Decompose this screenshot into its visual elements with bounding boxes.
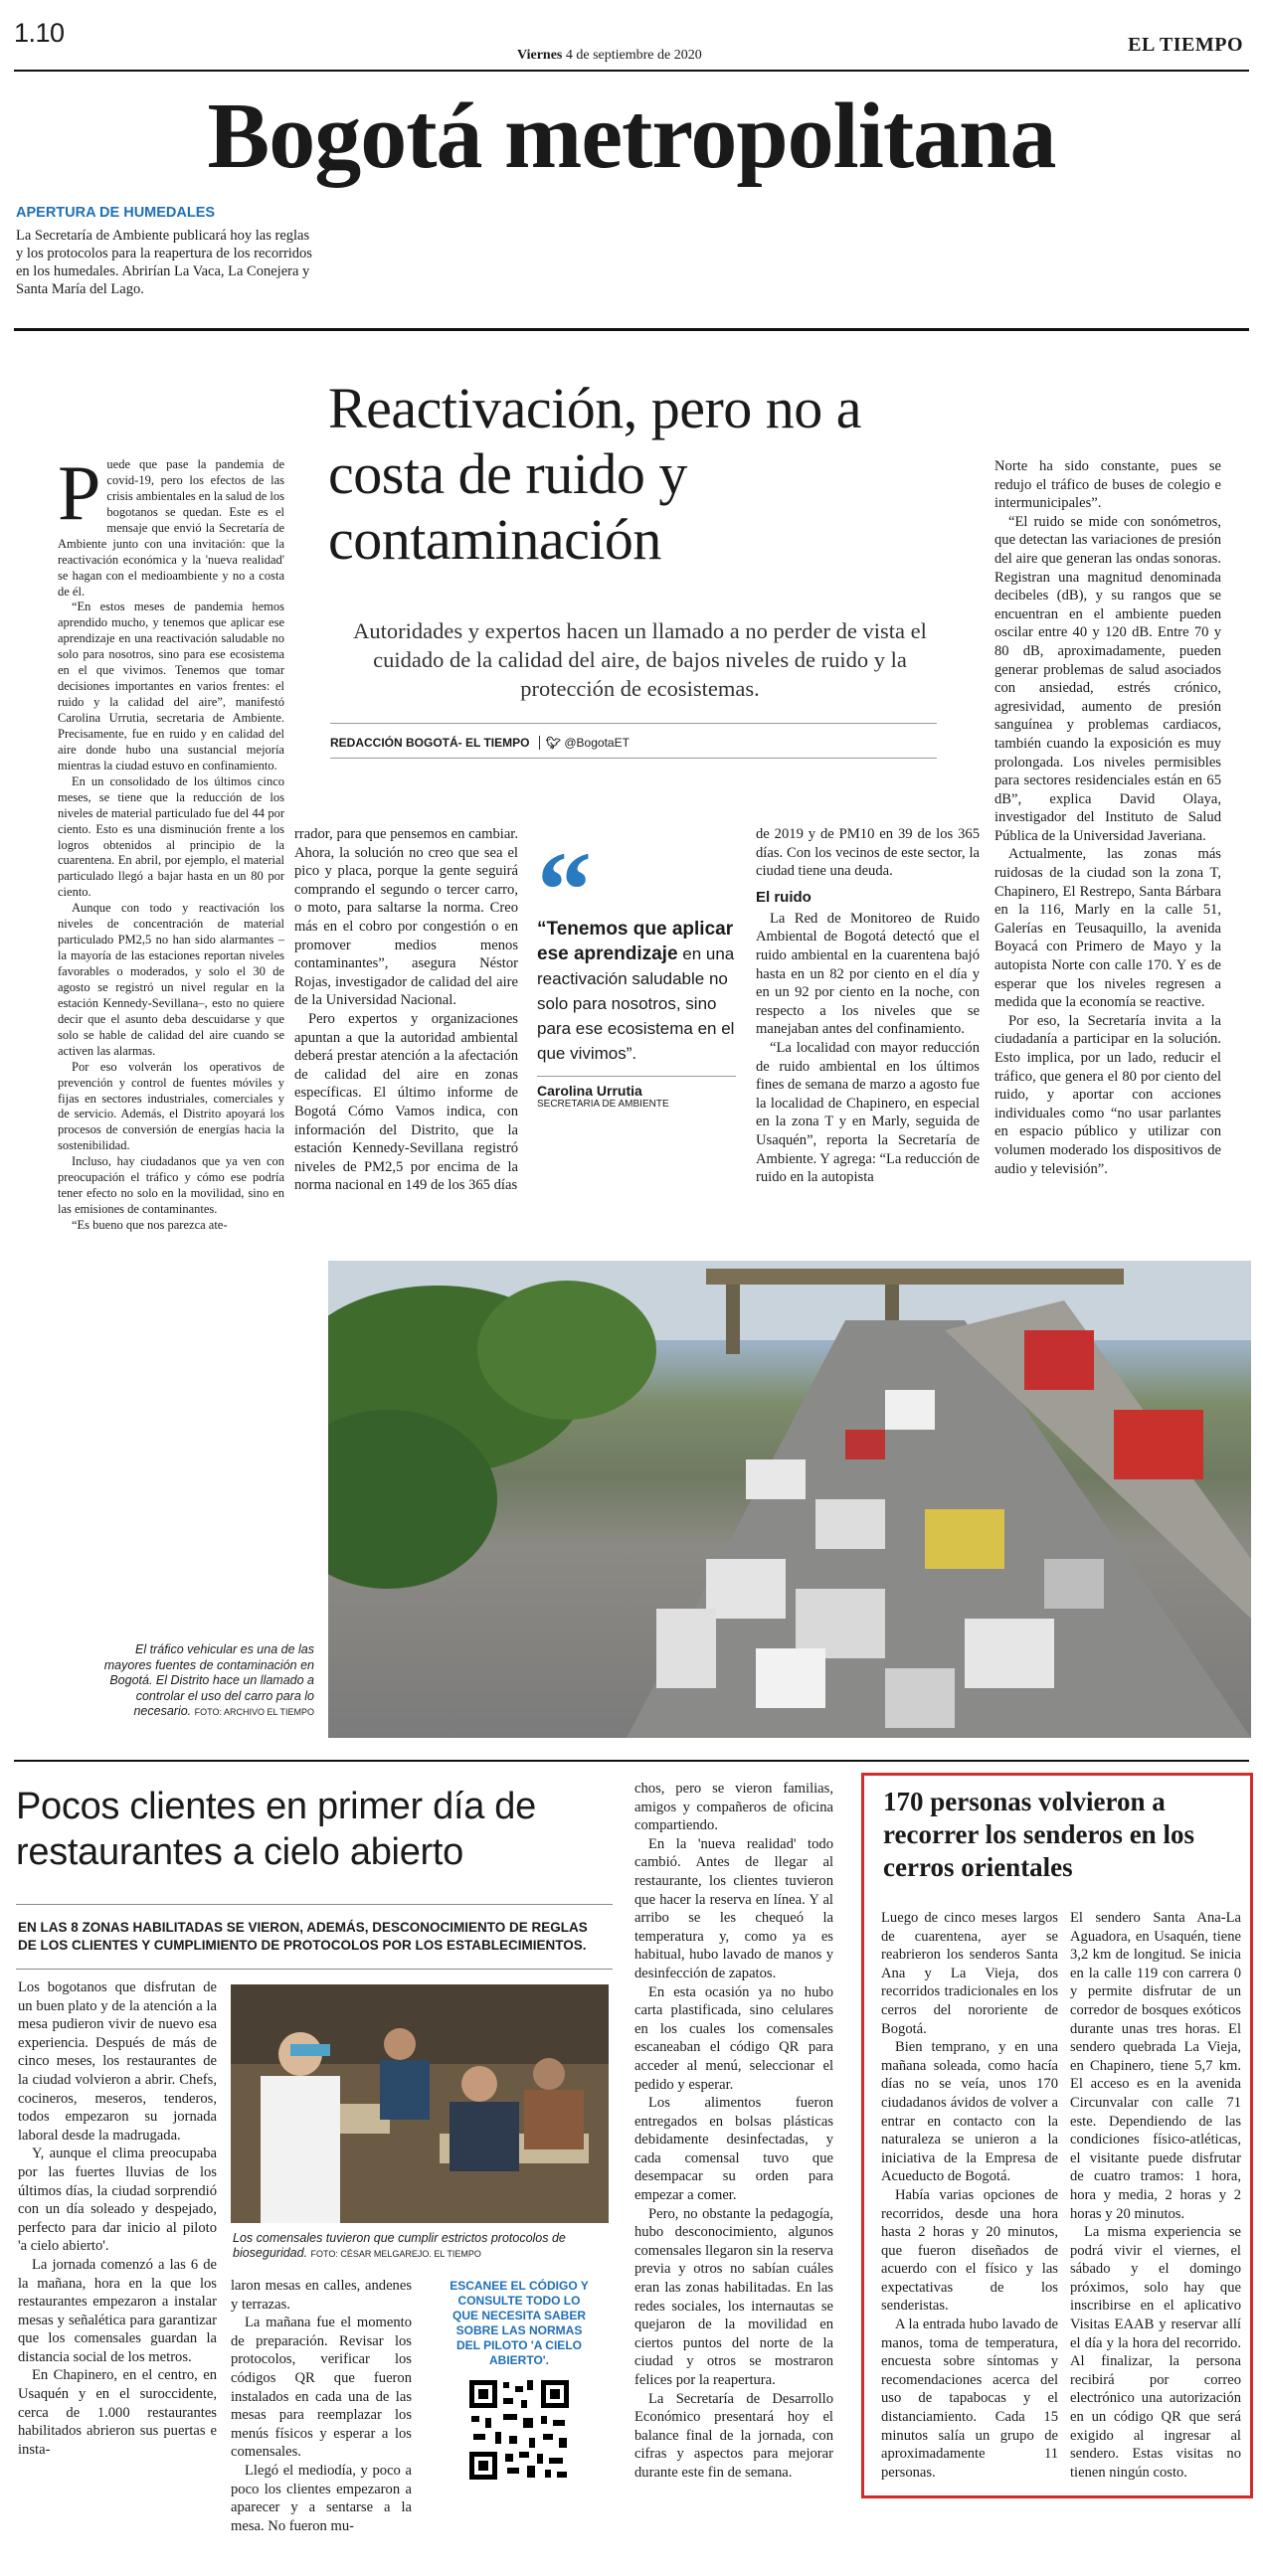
traffic-caption-text: El tráfico vehicular es una de las mayores fuentes de contaminación en Bogotá. El Distrito hace un llamado a controlar el uso del carro para lo necesario. [103,1642,314,1718]
main-col1-p5: Por eso volverán los operativos de prevención y control de fuentes móviles y fijas en sectores industriales, comerciales y de servicio. Además, el Distrito apoyará los procesos de conversión de energías hacia la sostenibilidad. [58,1059,284,1153]
restaurants-headline: Pocos clientes en primer día de restaurantes a cielo abierto [16,1786,536,1873]
trails-col1-p3: Había varias opciones de recorridos, desde una hora hasta 2 horas y 20 minutos, que fueron diseñados de acuerdo con el físico y las expectativas de los senderistas. [881,2186,1058,2315]
byline-rule-top [330,723,937,724]
restaurant-caption-text: Los comensales tuvieron que cumplir estrictos protocolos de bioseguridad. [233,2231,566,2260]
restaurants-col-3 [634,1780,833,2483]
main-col1-p1: Puede que pase la pandemia de covid-19, pero los efectos de las crisis ambientales en la salud de los bogotanos se quedan. Este es el mensaje que envió la Secretaría de Ambiente junto con una invitación: que la reactivación económica y la 'nueva realidad' se hagan con el medioambiente y no a costa de él. [58,449,284,599]
main-col-2 [294,825,518,1195]
trails-col-2 [1070,1909,1241,2482]
quote-role: SECRETARIA DE AMBIENTE [537,1099,669,1110]
byline-sep [539,736,540,750]
main-col3-p2: “La localidad con mayor reducción de ruido ambiental en los últimos fines de semana de marzo a agosto fue la localidad de Chapinero, en especial en la zona T y en Marly, seguida de Usaquén”, reporta la Secretaría de Ambiente. Y agrega: “La reducción de ruido en la autopista [756,1039,981,1186]
rest-col3-p5: Pero, no obstante la pedagogía, hubo desconocimiento, algunos comensales llegaron sin la reserva previa y otros no sabían cuáles eran las zonas habilitadas. En las redes sociales, los internautas se quejaron de la movilidad en ciertos puntos del norte de la ciudad y otros se mostraron felices por la reapertura. [634,2205,833,2388]
quote-author: Carolina Urrutia [537,1083,642,1099]
traffic-caption-credit: FOTO: ARCHIVO EL TIEMPO [194,1707,314,1717]
qr-label: ESCANEE EL CÓDIGO Y CONSULTE TODO LO QUE NECESITA SABER SOBRE LAS NORMAS DEL PILOTO 'A CIELO ABIERTO'. [450,2279,589,2367]
main-col-3 [756,825,980,1187]
main-col-4 [994,457,1221,1178]
restaurants-rule-2 [16,1969,613,1970]
rest-col2-p3: Llegó el mediodía, y poco a poco los clientes empezaron a aparecer y a sentarse a la mesa. No fueron mu- [231,2462,412,2534]
quote-bold: “Tenemos que aplicar ese aprendizaje [537,919,734,964]
main-headline: Reactivación, pero no a costa de ruido y contaminación [328,376,862,572]
restaurant-photo-caption [233,2231,611,2262]
main-col1-p4: Aunque con todo y reactivación los niveles de concentración de material particulado PM2,5 no han sido alarmantes –la mayoría de las estaciones reportan niveles favorables o moderados, y solo el 30 de agosto se registró un nivel regular en la estación Kennedy-Sevillana–, esto no quiere decir que el asunto deba descuidarse y que solo se hable de calidad del aire cuando se activen las alarmas. [58,901,284,1058]
traffic-illustration [328,1261,1251,1738]
main-subhead: Autoridades y expertos hacen un llamado a no perder de vista el cuidado de la calidad del aire, de bajos niveles de ruido y la protección de ecosistemas. [353,618,927,701]
main-col4-p1: Norte ha sido constante, pues se redujo el tráfico de buses de colegio e intermunicipales”. [994,458,1221,512]
main-col4-p2: “El ruido se mide con sonómetros, que detectan las variaciones de presión del aire que generan las ondas sonoras. Registran una magnitud denominada decibeles (dB), y su rangos que se encuentran en el ambiente pueden oscilar entre 40 y 120 dB. Entre 70 y 80 dB, aproximadamente, pueden generar problemas de salud asociados con ansiedad, estrés crónico, agresividad, aumento de presión sanguínea y problemas cardiacos, también cuando la exposición es muy prolongada. Los niveles permisibles para sectores residenciales están en 65 dB”, explica David Olaya, investigador del Instituto de Salud Pública de la Universidad Javeriana. [994,513,1221,844]
rest-col1-p2: Y, aunque el clima preocupaba por las fuertes lluvias de los últimos días, la ciudad sorprendió con un día soleado y despejado, perfecto para dar inicio al piloto 'a cielo abierto'. [18,2146,217,2255]
qr-code-icon [467,2378,571,2482]
main-col2-p1: rrador, para que pensemos en cambiar. Ahora, la solución no creo que sea el pico y placa, porque la gente seguirá comprando el segundo o tercer carro, o moto, para saltarse la norma. Creo más en el cobro por congestión o en promover medios menos contaminantes”, asegura Néstor Rojas, investigador de calidad del aire de la Universidad Nacional. [294,826,518,1009]
traffic-photo [328,1261,1251,1738]
brand-logo: EL TIEMPO [1128,34,1243,56]
brief-text: La Secretaría de Ambiente publicará hoy las reglas y los protocolos para la reapertura de los recorridos en los humedales. Abrirían La Vaca, La Conejera y Santa María del Lago. [16,228,312,297]
trails-col1-p2: Bien temprano, y en una mañana soleada, como hacía días no se veía, unos 170 ciudadanos ávidos de volver a entrar en contacto con la naturaleza se unieron a la iniciativa de la Empresa de Acueducto de Bogotá. [881,2039,1058,2185]
date-rest: 4 de septiembre de 2020 [565,48,702,63]
restaurant-photo [231,1984,609,2223]
main-col1-p7: “Es bueno que nos parezca ate- [72,1218,228,1232]
rest-col3-p2: En la 'nueva realidad' todo cambió. Antes de llegar al restaurante, los clientes tuvieron que hacer la reserva en línea. Y al arribo se les chequeó la temperatura y, como ya es habitual, hubo lavado de manos y desinfección de zapatos. [634,1835,833,1981]
rest-col2-p2: La mañana fue el momento de preparación. Revisar los protocolos, verificar los códigos QR que fueron instalados en cada una de las mesas para reemplazar los menús físicos y esperar a los comensales. [231,2315,412,2461]
issue-date [517,48,702,64]
rest-col2-p1: laron mesas en calles, andenes y terrazas. [231,2278,412,2313]
main-col3-intro: de 2019 y de PM10 en 39 de los 365 días. Con los vecinos de este sector, la ciudad tiene una deuda. [756,826,980,880]
rest-col3-p6: La Secretaría de Desarrollo Económico presentará hoy el balance final de la jornada, con cifras y aspectos para mejorar durante este fin de semana. [634,2390,833,2481]
byline [330,736,630,750]
restaurant-caption-credit: FOTO: CÉSAR MELGAREJO. EL TIEMPO [310,2249,481,2259]
main-col2-p2: Pero expertos y organizaciones apuntan a que la autoridad ambiental deberá prestar atención a la afectación de calidad del aire en zonas específicas. El último informe de Bogotá Cómo Vamos indica, con información del Distrito, que la estación Kennedy-Sevillana registró niveles de PM2,5 por encima de la norma nacional en 149 de los 365 días [294,1010,518,1194]
rest-col1-p1: Los bogotanos que disfrutan de un buen plato y de la atención a la mesa pudieron vivir de nuevo esa experiencia. Después de más de cinco meses, los restaurantes de la ciudad volvieron a abrir. Chefs, cocineros, meseros, tenderos, todos empezaron su jornada laboral desde la madrugada. [18,1979,217,2144]
main-col4-p3: Actualmente, las zonas más ruidosas de la ciudad son la zona T, Chapinero, El Restrepo, Santa Bárbara en la 116, Marly en la calle 51, Galerías en Teusaquillo, la avenida Boyacá con Primero de Mayo y la autopista Norte con calle 170. Y es de esperar que los niveles regresen a medida que la economía se reactive. [994,846,1221,1011]
traffic-photo-caption [97,1642,314,1721]
restaurants-col-1 [18,1978,217,2459]
ruido-heading: El ruido [756,888,812,906]
main-col-1 [58,449,284,1234]
trails-col2-p1: El sendero Santa Ana-La Aguadora, en Usaquén, tiene 3,2 km de longitud. Se inicia en la calle 119 con carrera 0 y permite disfrutar de un corredor de bosques exóticos durante unas tres horas. El sendero quebrada La Vieja, en Chapinero, tiene 5,7 km. El acceso es en la avenida Circunvalar con calle 71 este. Dependiendo de las condiciones físico-atléticas, el visitante puede disfrutar de cuatro tramos: 1 hora, hora y media, 2 horas y 2 horas y 20 minutos. [1070,1910,1241,2222]
restaurant-illustration [231,1984,609,2223]
byline-rule-bottom [330,758,937,759]
twitter-icon: 🐦︎ [545,736,562,750]
rest-col3-p4: Los alimentos fueron entregados en bolsas plásticas debidamente desinfectadas, y cada comensal tuvo que desempacar su orden para empezar a comer. [634,2095,833,2204]
rest-col1-p4: En Chapinero, en el centro, en Usaquén y en el suroccidente, cerca de 1.000 restaurantes habilitados abrieron sus puertas e insta- [18,2367,217,2458]
bottom-section-rule [14,1760,1249,1762]
drop-cap: P [58,449,101,536]
quote-rest: en una reactivación saludable no solo para nosotros, sino para ese ecosistema en el que vivimos”. [537,945,735,1063]
rest-col3-p1: chos, pero se vieron familias, amigos y compañeros de oficina compartiendo. [634,1781,833,1834]
quote-mark-icon: “ [537,829,592,950]
byline-text: REDACCIÓN BOGOTÁ- EL TIEMPO [330,736,530,750]
brief-kicker: APERTURA DE HUMEDALES [16,205,216,221]
rest-col1-p3: La jornada comenzó a las 6 de la mañana, hora en la que los restaurantes empezaron a instalar mesas y señalética para garantizar que los comensales guardan la distancia social de los metros. [18,2256,217,2365]
restaurants-rule [16,1904,613,1905]
section-title: Bogotá metropolitana [207,85,1056,188]
trails-col-1 [881,1909,1058,2482]
header-rule [14,70,1249,72]
rest-col3-p3: En esta ocasión ya no hubo carta plastificada, sino celulares en los cuales los comensales escaneaban el código QR para acceder al menú, seleccionar el pedido y esperar. [634,1983,833,2093]
date-day: Viernes [517,48,563,63]
qr-code[interactable] [467,2378,571,2482]
trails-col1-p4: A la entrada hubo lavado de manos, toma de temperatura, encuesta sobre síntomas y recomendaciones acerca del uso de tapabocas y el distanciamiento. Cada 15 minutos salía un grupo de aproximadamente 11 personas. [881,2317,1058,2481]
main-col1-p6: Incluso, hay ciudadanos que ya ven con preocupación el tráfico y cómo ese podría tener efecto no solo en la movilidad, sino en las emisiones de contaminantes. [58,1154,284,1217]
section-rule [14,328,1249,331]
pull-quote [537,829,736,1110]
main-col1-p2: “En estos meses de pandemia hemos aprendido mucho, y tenemos que aplicar ese aprendizaje en una reactivación saludable no solo para nosotros, sino para ese ecosistema en el que vivimos. Tenemos que tomar decisiones importantes en varios frentes: el ruido y la calidad del aire”, manifestó Carolina Urrutia, secretaria de Ambiente. Precisamente, fue en ruido y en calidad del aire donde hubo una sustancial mejoría mientras la ciudad estuvo en confinamiento. [58,600,284,773]
restaurants-col-2 [231,2277,412,2535]
main-col4-p4: Por eso, la Secretaría invita a la ciudadanía a participar en la solución. Esto implica, por un lado, reducir el tráfico, que genera el 80 por ciento del ruido, y aportar con acciones individuales como “no usar parlantes en espacio público y utilizar con volumen moderado los dispositivos de audio y televisión”. [994,1012,1221,1177]
trails-col2-p2: La misma experiencia se podrá vivir el viernes, el sábado y el domingo próximos, solo hay que inscribirse en el aplicativo Visitas EAAB y reservar allí el día y la hora del recorrido. Al finalizar, la persona recibirá por correo electrónico una autorización en un código QR que será exigido al ingresar al sendero. Estas visitas no tienen ningún costo. [1070,2224,1241,2481]
trails-headline: 170 personas volvieron a recorrer los senderos en los cerros orientales [883,1787,1194,1882]
trails-col1-p1: Luego de cinco meses largos de cuarentena, ayer se reabrieron los senderos Santa Ana y La Vieja, dos recorridos tradicionales en los cerros del nororiente de Bogotá. [881,1910,1058,2037]
page-number: 1.10 [14,18,65,48]
main-col3-p1: La Red de Monitoreo de Ruido Ambiental de Bogotá detectó que el ruido ambiental en la cuarentena bajó hasta en un 82 por ciento en el día y en un 92 por ciento en la noche, con respecto a los niveles que se manejaban antes del confinamiento. [756,910,980,1038]
main-col1-p3: En un consolidado de los últimos cinco meses, se tiene que la reducción de los niveles de material particulado fue del 44 por ciento. Esto es una disminución frente a los logros obtenidos al principio de la cuarentena. En abril, por ejemplo, el material particulado llegó a bajar hasta en un 80 por ciento. [58,773,284,900]
restaurants-deck: EN LAS 8 ZONAS HABILITADAS SE VIERON, ADEMÁS, DESCONOCIMIENTO DE REGLAS DE LOS CLIENTES Y CUMPLIMIENTO DE PROTOCOLOS POR LOS ESTABLECIMIENTOS. [18,1920,588,1953]
twitter-handle[interactable]: @BogotaET [564,736,630,750]
